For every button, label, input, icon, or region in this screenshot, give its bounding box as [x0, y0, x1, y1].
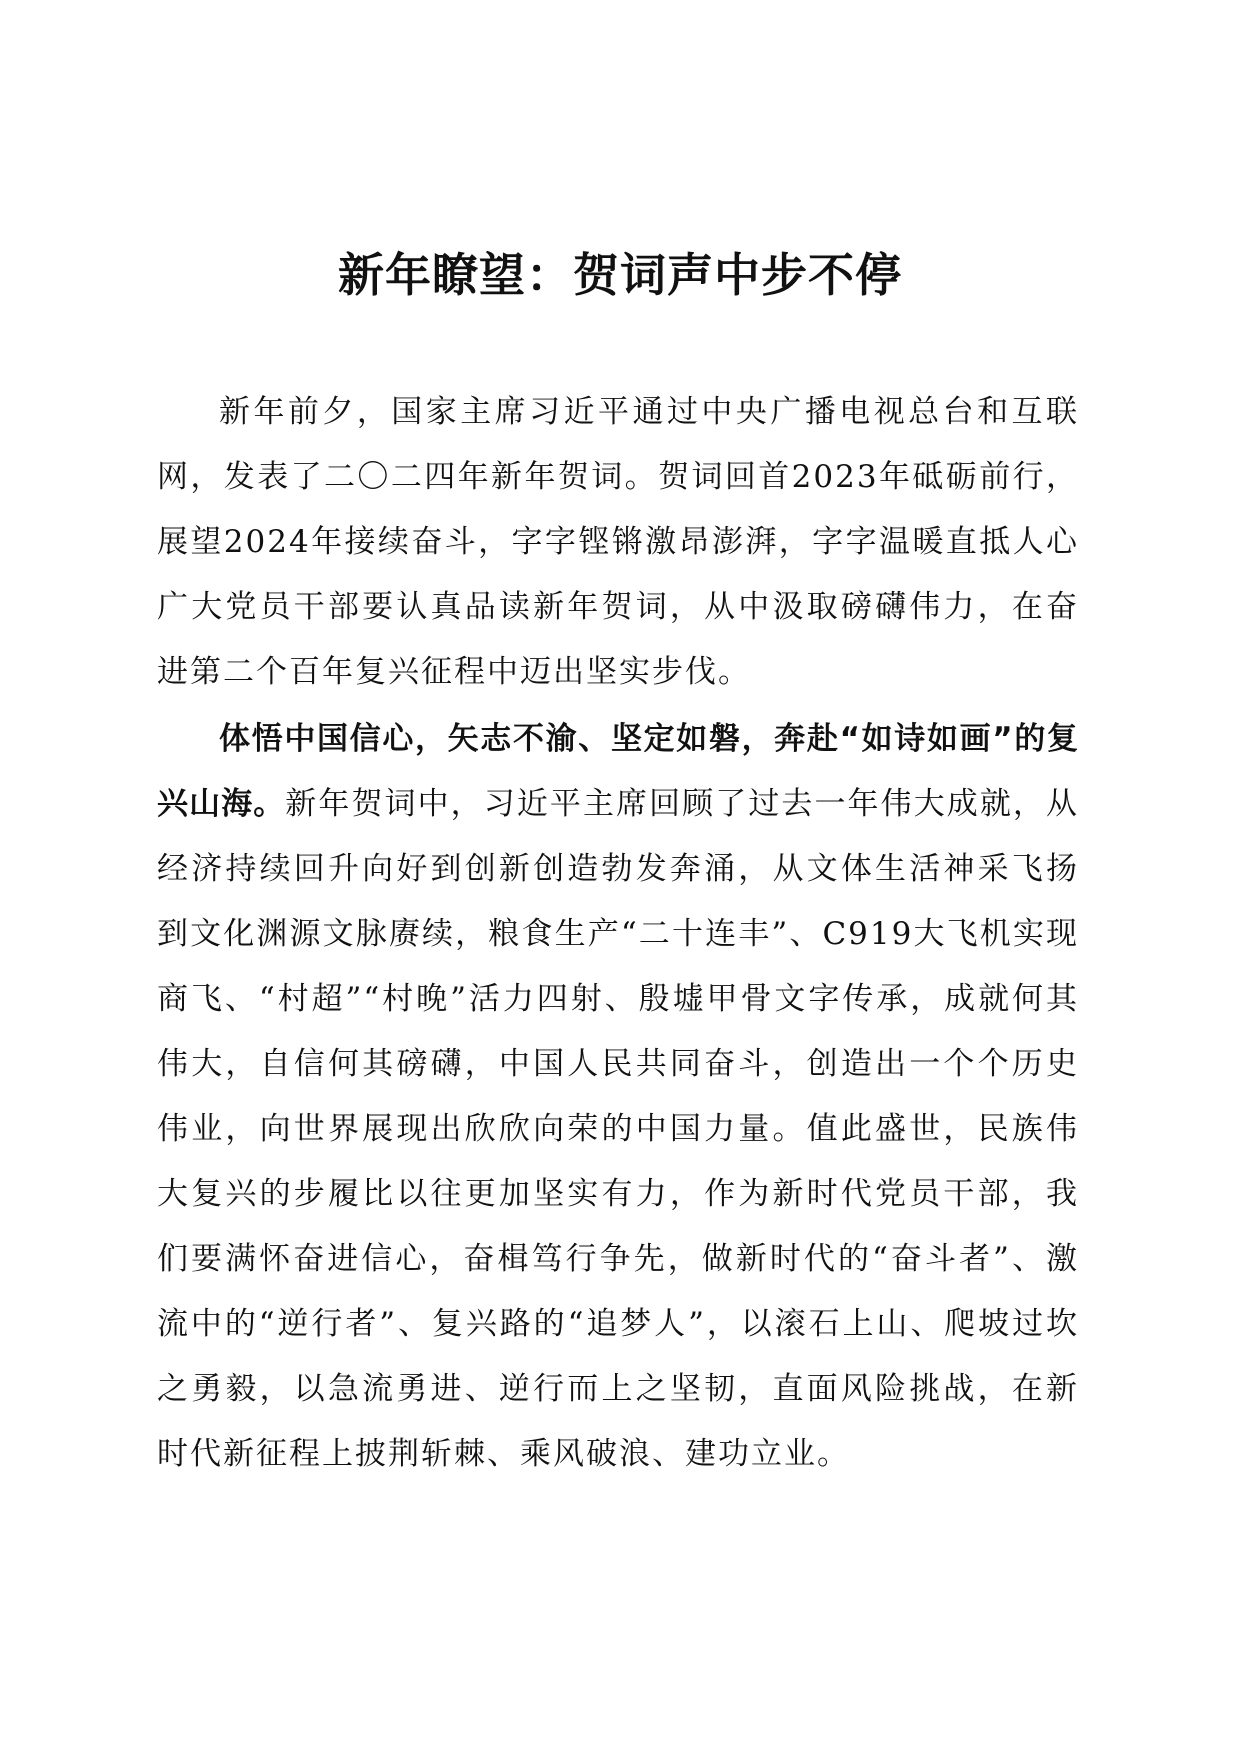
document-body: [157, 380, 1079, 1487]
paragraph-1-text: 新年前夕，国家主席习近平通过中央广播电视总台和互联网，发表了二〇二四年新年贺词。贺词回首2023年砥砺前行，展望2024年接续奋斗，字字铿锵激昂澎湃，字字温暖直抵人心广大党员干部要认真品读新年贺词，从中汲取磅礴伟力，在奋进第二个百年复兴征程中迈出坚实步伐。: [157, 394, 1079, 690]
paragraph-2-lead: 体悟中国信心，矢志不渝、坚定如磐，奔赴“如诗如画”的复兴山海。: [157, 721, 1079, 822]
paragraph-2-text: 新年贺词中，习近平主席回顾了过去一年伟大成就，从经济持续回升向好到创新创造勃发奔涌，从文体生活神采飞扬到文化渊源文脉赓续，粮食生产“二十连丰”、C919大飞机实现商飞、“村超”“村晚”活力四射、殷墟甲骨文字传承，成就何其伟大，自信何其磅礴，中国人民共同奋斗，创造出一个个历史伟业，向世界展现出欣欣向荣的中国力量。值此盛世，民族伟大复兴的步履比以往更加坚实有力，作为新时代党员干部，我们要满怀奋进信心，奋楫笃行争先，做新时代的“奋斗者”、激流中的“逆行者”、复兴路的“追梦人”，以滚石上山、爬坡过坎之勇毅，以急流勇进、逆行而上之坚韧，直面风险挑战，在新时代新征程上披荆斩棘、乘风破浪、建功立业。: [157, 786, 1079, 1472]
paragraph-1: [157, 380, 1079, 705]
paragraph-2: [157, 707, 1079, 1487]
document-title: 新年瞭望：贺词声中步不停: [338, 248, 902, 302]
